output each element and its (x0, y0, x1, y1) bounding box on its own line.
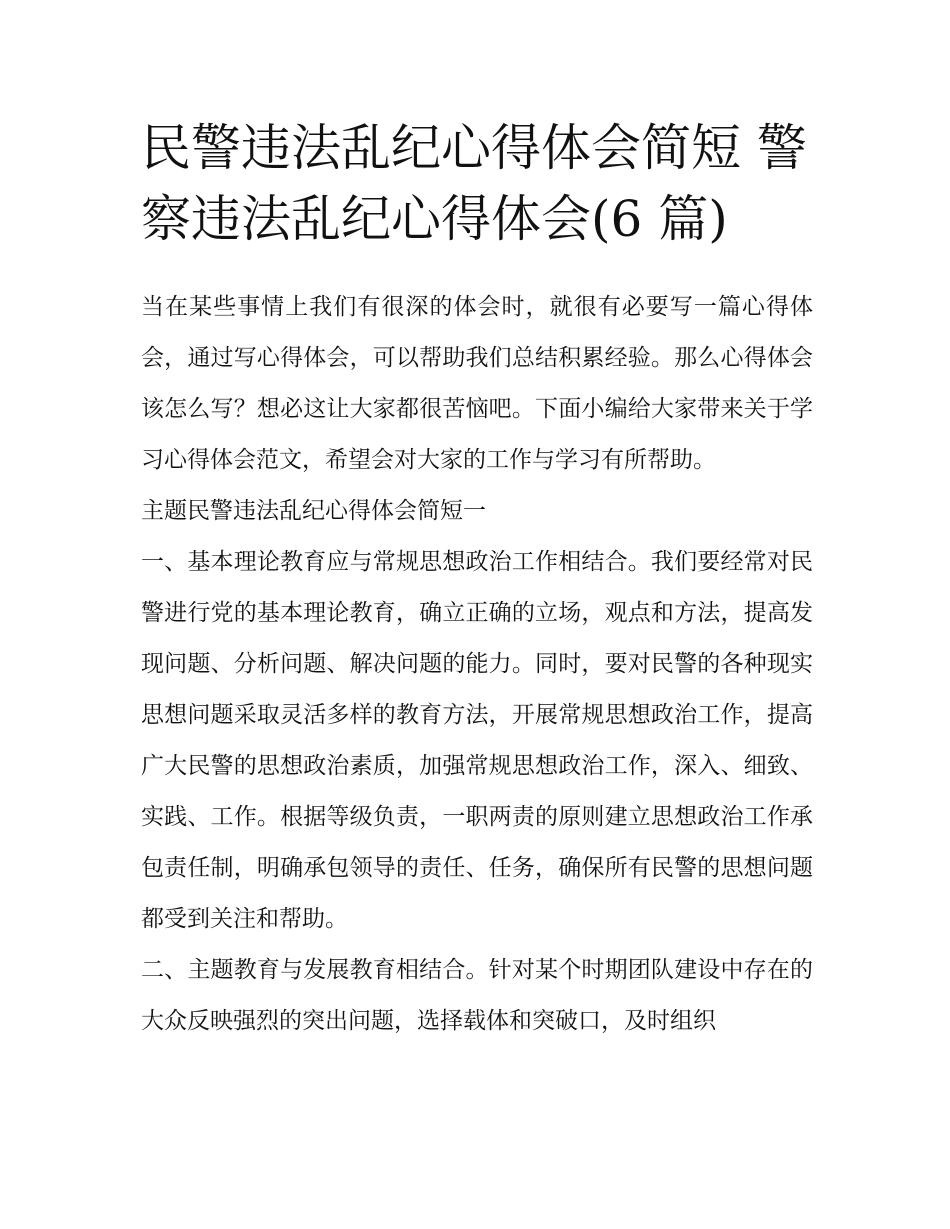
paragraph-two: 二、主题教育与发展教育相结合。针对某个时期团队建设中存在的大众反映强烈的突出问题，选择载体和突破口，及时组织 (141, 957, 813, 1034)
paragraph-one: 一、基本理论教育应与常规思想政治工作相结合。我们要经常对民警进行党的基本理论教育，确立正确的立场，观点和方法，提高发现问题、分析问题、解决问题的能力。同时，要对民警的各种现实思想问题采取灵活多样的教育方法，开展常规思想政治工作，提高广大民警的思想政治素质，加强常规思想政治工作，深入、细致、实践、工作。根据等级负责，一职两责的原则建立思想政治工作承包责任制，明确承包领导的责任、任务，确保所有民警的思想问题都受到关注和帮助。 (141, 549, 813, 932)
intro-paragraph: 当在某些事情上我们有很深的体会时，就很有必要写一篇心得体会，通过写心得体会，可以帮助我们总结积累经验。那么心得体会该怎么写？想必这让大家都很苦恼吧。下面小编给大家带来关于学习心得体会范文，希望会对大家的工作与学习有所帮助。 (141, 294, 813, 473)
section-heading: 主题民警违法乱纪心得体会简短一 (141, 498, 486, 524)
document-body (141, 282, 813, 1047)
document-title (141, 113, 821, 255)
title-line-2: 察违法乱纪心得体会(6 篇) (141, 190, 728, 248)
title-line-1: 民警违法乱纪心得体会简短 警 (141, 119, 807, 177)
